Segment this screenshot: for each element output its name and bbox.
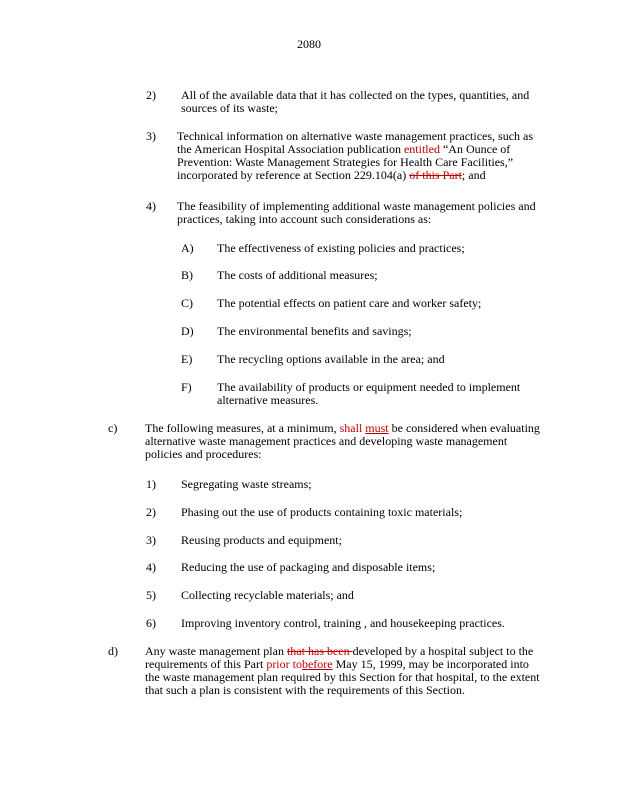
- subitem-label: A): [181, 241, 194, 255]
- subitem-label: C): [181, 296, 193, 310]
- item-label: 3): [146, 129, 156, 143]
- item-label: 6): [146, 616, 156, 630]
- subitem-label: F): [181, 380, 192, 394]
- item-label: 2): [146, 88, 156, 102]
- section-c-label: c): [108, 421, 118, 435]
- section-c-text: [145, 422, 545, 461]
- subitem-text: The availability of products or equipment needed to implement alternative measures.: [217, 380, 521, 407]
- inserted-text: shall: [339, 421, 366, 435]
- subitem-text: The effectiveness of existing policies and practices;: [217, 241, 465, 255]
- item-label: 2): [146, 505, 156, 519]
- item-label: 3): [146, 533, 156, 547]
- item-text: Improving inventory control, training , and housekeeping practices.: [181, 616, 505, 630]
- deleted-text: of this Part: [409, 168, 462, 182]
- item-text: Segregating waste streams;: [181, 477, 312, 491]
- item-text: [177, 130, 545, 182]
- inserted-text: prior to: [266, 657, 302, 671]
- text-run: All of the available data that it has collected on the types, quantities, and sources of its waste;: [181, 88, 530, 115]
- text-run: ; and: [461, 168, 486, 182]
- text-run: be considered when evaluating alternative waste management practices and developing waste management policies and procedures:: [145, 421, 540, 461]
- inserted-text: before: [301, 657, 333, 671]
- item-text: Collecting recyclable materials; and: [181, 588, 354, 602]
- section-d-label: d): [108, 644, 118, 658]
- subitem-text: The recycling options available in the area; and: [217, 352, 445, 366]
- subitem-label: B): [181, 268, 193, 282]
- item-text: Phasing out the use of products containing toxic materials;: [181, 505, 463, 519]
- text-run: “An Ounce of Prevention: Waste Management Strategies for Health Care Facilities,” incorporated by reference at Section 229.104(a): [177, 142, 514, 182]
- text-run: The following measures, at a minimum,: [145, 421, 340, 435]
- page-number: 2080: [297, 37, 321, 51]
- item-text: Reducing the use of packaging and disposable items;: [181, 560, 436, 574]
- text-run: May 15, 1999, may be incorporated into the waste management plan required by this Section for that hospital, to the extent that such a plan is consistent with the requirements of this Section.: [145, 657, 540, 697]
- subitem-text: The potential effects on patient care and worker safety;: [217, 296, 482, 310]
- text-run: The feasibility of implementing additional waste management policies and practices, taking into account such considerations as:: [177, 199, 536, 226]
- subitem-text: The environmental benefits and savings;: [217, 324, 412, 338]
- item-label: 5): [146, 588, 156, 602]
- item-text: [177, 200, 545, 226]
- subitem-label: E): [181, 352, 193, 366]
- item-label: 4): [146, 199, 156, 213]
- subitem-label: D): [181, 324, 194, 338]
- item-label: 4): [146, 560, 156, 574]
- deleted-text: that has been: [286, 644, 353, 658]
- item-label: 1): [146, 477, 156, 491]
- subitem-text: The costs of additional measures;: [217, 268, 378, 282]
- text-run: Technical information on alternative waste management practices, such as the American Hospital Association publication: [177, 129, 534, 156]
- inserted-text: must: [365, 421, 389, 435]
- inserted-text: entitled: [403, 142, 440, 156]
- item-text: Reusing products and equipment;: [181, 533, 342, 547]
- text-run: Any waste management plan: [145, 644, 287, 658]
- section-d-text: [145, 645, 545, 697]
- item-text: [181, 89, 541, 115]
- text-run: developed by a hospital subject to the requirements of this Part: [145, 644, 534, 671]
